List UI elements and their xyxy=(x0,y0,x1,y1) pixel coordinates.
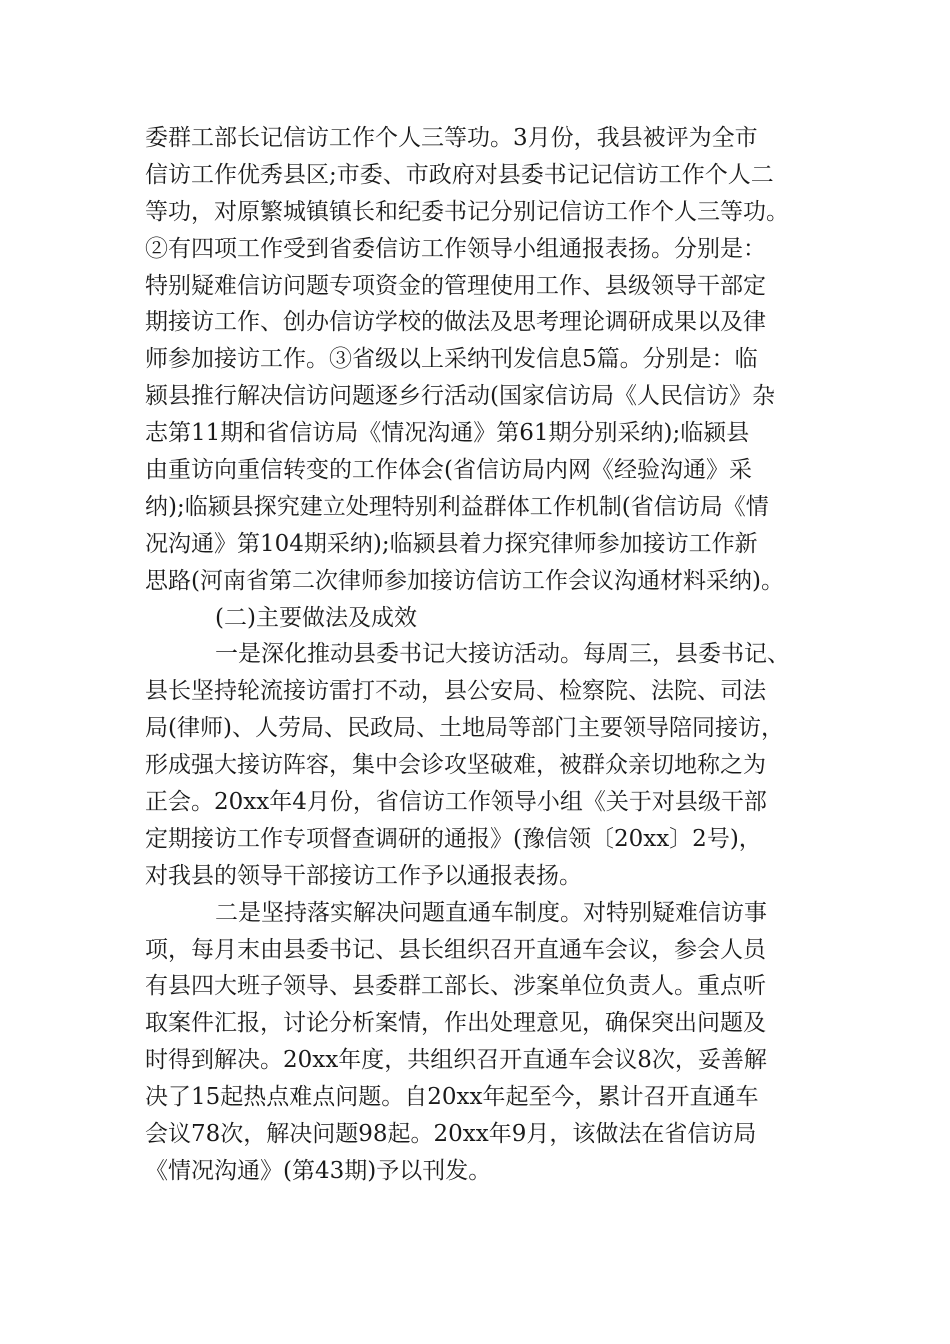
text-line: ②有四项工作受到省委信访工作领导小组通报表扬。分别是： xyxy=(145,235,766,262)
text-line: 等功，对原繁城镇镇长和纪委书记分别记信访工作个人三等功。 xyxy=(145,198,789,225)
text-line: 特别疑难信访问题专项资金的管理使用工作、县级领导干部定 xyxy=(145,272,766,299)
text-line: 有县四大班子领导、县委群工部长、涉案单位负责人。重点听 xyxy=(145,973,766,1000)
text-line: 形成强大接访阵容，集中会诊攻坚破难，被群众亲切地称之为 xyxy=(145,752,766,779)
text-line: 时得到解决。20xx年度，共组织召开直通车会议8次，妥善解 xyxy=(145,1047,767,1074)
text-line: 局(律师)、人劳局、民政局、土地局等部门主要领导陪同接访， xyxy=(145,715,784,742)
text-line: 由重访向重信转变的工作体会(省信访局内网《经验沟通》采 xyxy=(145,457,752,484)
text-line: 况沟通》第104期采纳);临颍县着力探究律师参加接访工作新 xyxy=(145,530,758,557)
text-line: 一是深化推动县委书记大接访活动。每周三，县委书记、 xyxy=(215,641,790,668)
text-line: 县长坚持轮流接访雷打不动，县公安局、检察院、法院、司法 xyxy=(145,678,766,705)
document-body xyxy=(145,120,810,1190)
text-line: 期接访工作、创办信访学校的做法及思考理论调研成果以及律 xyxy=(145,309,766,336)
text-line: 思路(河南省第二次律师参加接访信访工作会议沟通材料采纳)。 xyxy=(145,567,784,594)
text-line: 纳);临颍县探究建立处理特别利益群体工作机制(省信访局《情 xyxy=(145,493,769,520)
text-line: 会议78次，解决问题98起。20xx年9月，该做法在省信访局 xyxy=(145,1121,757,1148)
text-line: 取案件汇报，讨论分析案情，作出处理意见，确保突出问题及 xyxy=(145,1010,766,1037)
text-line: 志第11期和省信访局《情况沟通》第61期分别采纳);临颍县 xyxy=(145,420,750,447)
text-line: 《情况沟通》(第43期)予以刊发。 xyxy=(145,1157,492,1184)
text-line: 定期接访工作专项督查调研的通报》(豫信领〔20xx〕2号)， xyxy=(145,825,762,852)
text-line: (二)主要做法及成效 xyxy=(215,604,417,631)
text-line: 颍县推行解决信访问题逐乡行活动(国家信访局《人民信访》杂 xyxy=(145,383,775,410)
text-line: 项，每月末由县委书记、县长组织召开直通车会议，参会人员 xyxy=(145,936,766,963)
text-line: 对我县的领导干部接访工作予以通报表扬。 xyxy=(145,862,582,889)
text-line: 二是坚持落实解决问题直通车制度。对特别疑难信访事 xyxy=(215,899,767,926)
text-line: 决了15起热点难点问题。自20xx年起至今，累计召开直通车 xyxy=(145,1084,759,1111)
text-line: 师参加接访工作。③省级以上采纳刊发信息5篇。分别是：临 xyxy=(145,346,758,373)
text-line: 正会。20xx年4月份，省信访工作领导小组《关于对县级干部 xyxy=(145,789,767,816)
text-line: 信访工作优秀县区;市委、市政府对县委书记记信访工作个人二 xyxy=(145,161,774,188)
text-line: 委群工部长记信访工作个人三等功。3月份，我县被评为全市 xyxy=(145,125,758,151)
